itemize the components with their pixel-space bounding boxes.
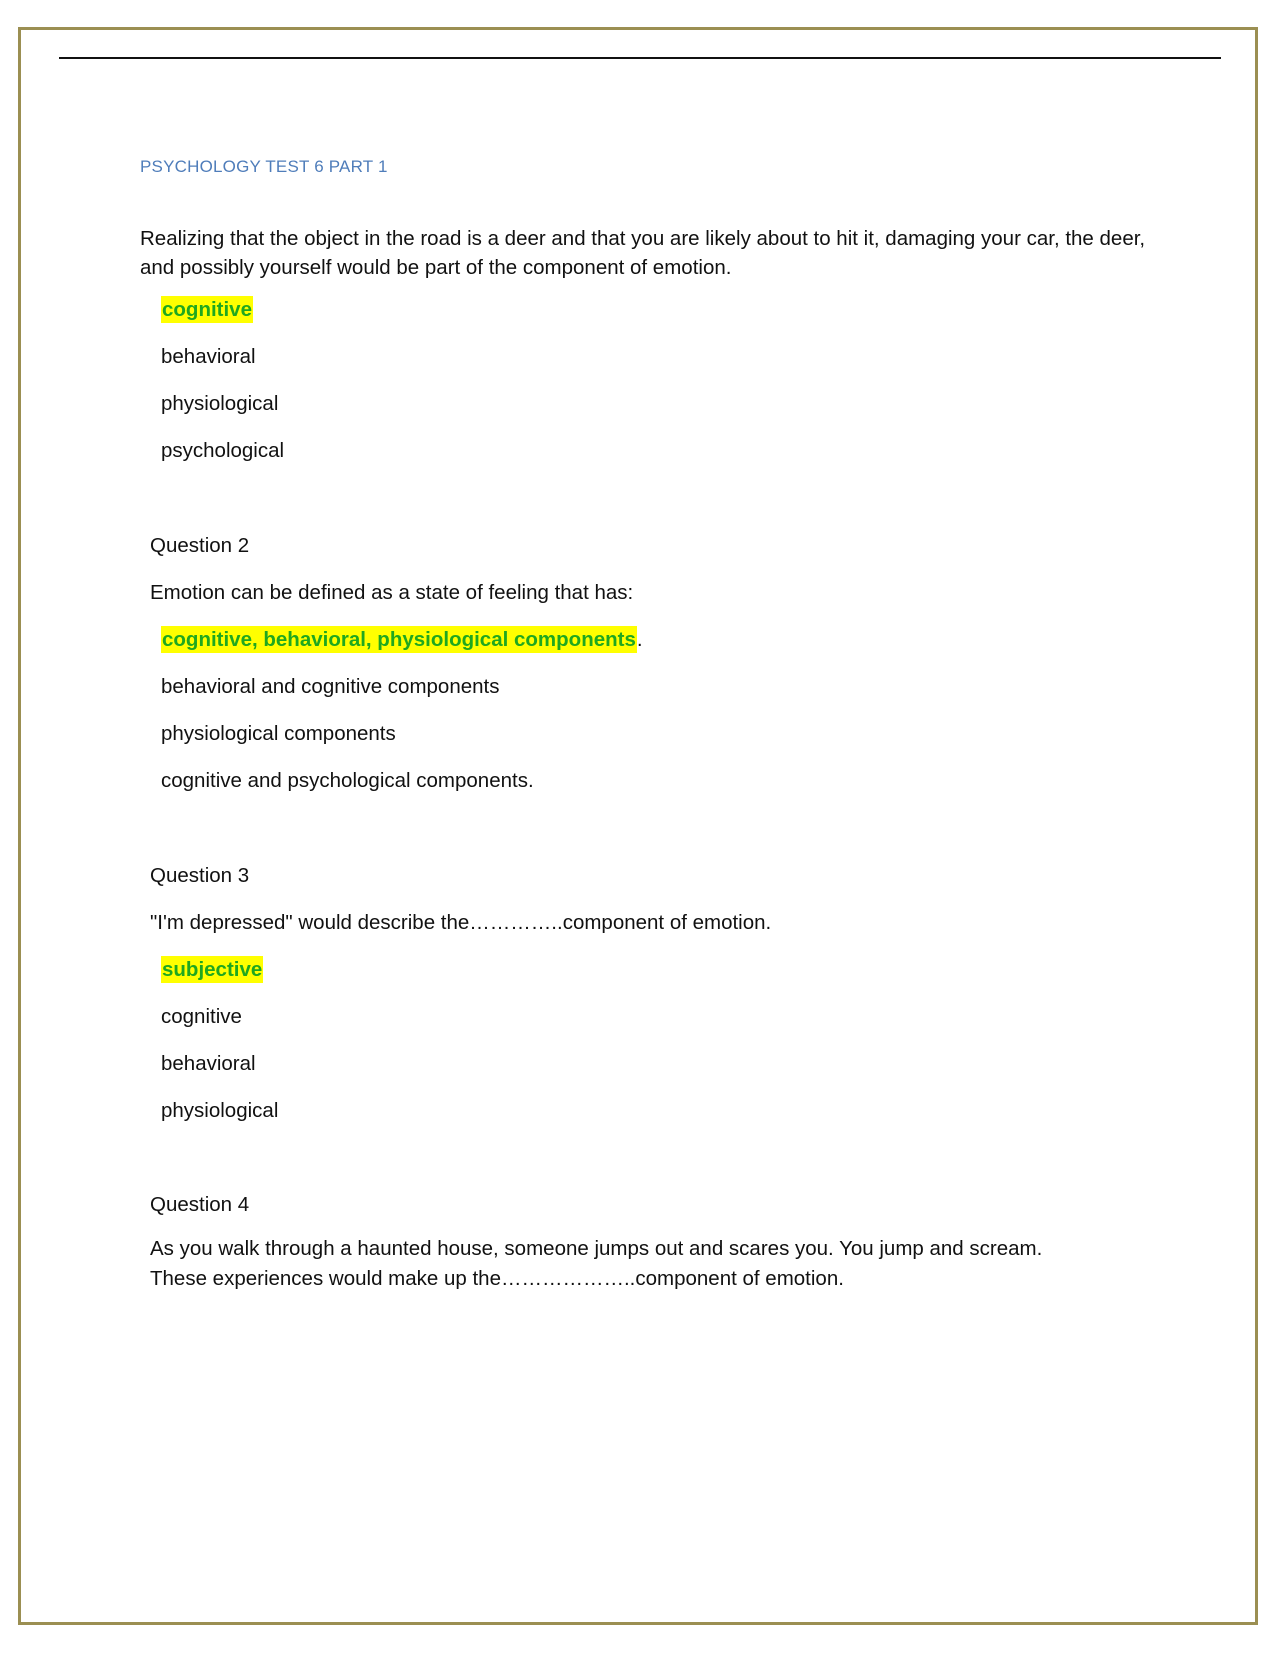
question-4-header	[150, 1181, 1130, 1294]
header-rule	[59, 57, 1221, 59]
question-2-option-2[interactable]: behavioral and cognitive components	[161, 675, 500, 698]
question-2-option-3[interactable]: physiological components	[161, 722, 396, 745]
question-1-option-1[interactable]	[161, 286, 284, 333]
question-1-option-4[interactable]: psychological	[161, 439, 285, 462]
question-1-option-2[interactable]: behavioral	[161, 345, 256, 368]
question-2-option-1[interactable]	[161, 616, 643, 663]
question-2-option-4[interactable]: cognitive and psychological components.	[161, 769, 534, 792]
question-2-options	[161, 616, 643, 804]
question-4-stem-line-2: These experiences would make up the………………..component of emotion.	[150, 1267, 844, 1290]
question-4-stem	[150, 1228, 1130, 1294]
question-3-header	[150, 852, 771, 946]
question-2-label: Question 2	[150, 534, 250, 557]
question-3-label: Question 3	[150, 864, 250, 887]
highlighted-answer: subjective	[162, 958, 263, 981]
question-4-label: Question 4	[150, 1193, 250, 1216]
question-2-stem: Emotion can be defined as a state of feeling that has:	[150, 581, 634, 604]
question-1-stem: Realizing that the object in the road is a deer and that you are likely about to hit it, damaging your car, the deer, and possibly yourself would be part of the component of emotion.	[140, 227, 1146, 279]
question-3-options	[161, 946, 278, 1134]
question-3-option-3[interactable]: behavioral	[161, 1052, 256, 1075]
highlighted-answer: cognitive, behavioral, physiological components	[162, 628, 636, 651]
question-1-option-3[interactable]: physiological	[161, 392, 279, 415]
question-3-option-1[interactable]	[161, 946, 278, 993]
question-4-stem-line-1: As you walk through a haunted house, someone jumps out and scares you. You jump and scream.	[150, 1237, 1043, 1260]
question-3-stem: "I'm depressed" would describe the…………..component of emotion.	[150, 911, 772, 934]
question-1-options	[161, 286, 284, 474]
question-3-option-2[interactable]: cognitive	[161, 1005, 242, 1028]
question-2-header	[150, 522, 633, 616]
document-title: PSYCHOLOGY TEST 6 PART 1	[140, 157, 388, 176]
highlighted-answer: cognitive	[162, 298, 252, 321]
question-3-option-4[interactable]: physiological	[161, 1099, 279, 1122]
answer-suffix: .	[636, 628, 643, 651]
